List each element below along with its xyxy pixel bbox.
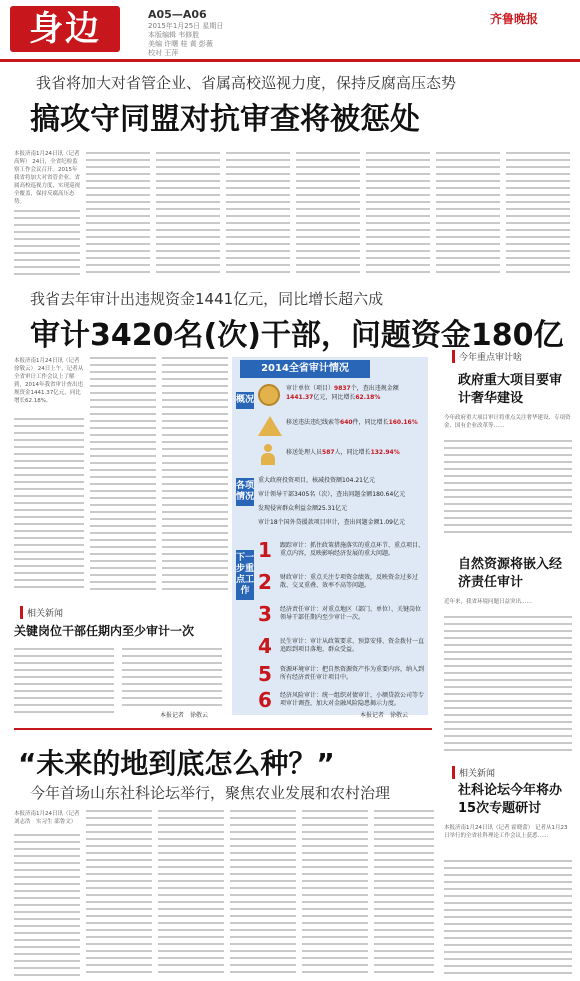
edition-number: A05—A06 [148,8,207,21]
story3-lead: 本报济南1月24日讯（记者 刘志浩 实习生 邵鲁文） [14,811,80,825]
step-text: 财政审计：重点关注专项资金绩效，反映资金过多过散、交叉重叠、效率不高等问题。 [280,574,419,589]
overview-row-1: 审计单位（项目）9837个，查出违规金额1441.37亿元，同比增长62.18% [286,385,399,401]
story3-text-col2 [86,810,152,978]
story3-text-col3 [158,810,224,978]
step-number: 2 [258,570,272,594]
sidebar-title-3: 社科论坛今年将办15次专题研讨 [458,783,563,816]
detail-2: 审计领导干部3405名（次），查出问题金额180.64亿元 [258,491,406,498]
edition-info: 2015年1月25日 星期日 本版编辑 韦修胜 美编 许曙 桂 黄 彭薇 校对 王萍 [148,22,224,57]
step-text: 资源环境审计：把自然资源资产作为重要内容，纳入到所有经济责任审计项目中。 [280,666,425,681]
story2-kicker: 我省去年审计出违规资金1441亿元，同比增长超六成 [30,290,384,308]
story3-text-col6 [374,810,434,978]
story1-lead: 本报济南1月24日讯（记者 高辉） 24日，全省纪检监察工作会议召开。2015年我省将加大对省管企业、省属高校巡视力度，实现巡视全覆盖，保持反腐高压态势。 [14,151,80,205]
sidebar-text-2: 近年来，我省环境问题日益突出…… [444,599,533,605]
story1-text-col7 [436,152,500,280]
story1-headline: 搞攻守同盟对抗审查将被惩处 [30,102,420,137]
story1-kicker: 我省将加大对省管企业、省属高校巡视力度，保持反腐高压态势 [36,74,457,92]
infographic-title: 2014全省审计情况 [240,360,370,378]
step-number: 4 [258,634,272,658]
story1-text-col3 [156,152,220,280]
sidebar-body-3 [444,860,572,976]
step-text: 跟踪审计：抓住政策措施落实的重点环节、重点项目、重点内容，反映影响经济发展的重大问题。 [280,542,425,557]
overview-row-3: 移送处理人员587人，同比增长132.94% [286,449,400,456]
step-number: 6 [258,688,272,712]
story2-text-col3 [162,357,228,592]
story3-text-col5 [302,810,368,978]
related-text-col1 [14,648,114,720]
related-news-tag: 相关新闻 [20,606,63,619]
step-text: 经济风险审计：统一组织对债审计，小额贷款公司等专项审计调查，加大对金融风险隐患揭示力度。 [280,692,425,707]
sidebar-text-1: 今年政府重大项目审计将重点关注奢华建设、专项资金、国有企业改革等…… [444,415,571,429]
step-number: 3 [258,602,272,626]
newspaper-name: 齐鲁晚报 [490,12,539,26]
story1-text-col4 [226,152,290,280]
overview-row-2: 移送违法违纪线索等640件，同比增长160.16% [286,419,418,426]
story1-text-col8 [506,152,570,280]
byline: 本报记者 徐敬云 [360,712,409,719]
person-icon [260,444,276,466]
section-overview-label: 概况 [236,392,254,409]
story3-headline: “未来的地到底怎么种？” [18,747,335,780]
story3-subtitle: 今年首场山东社科论坛举行，聚焦农业发展和农村治理 [30,784,391,802]
story2-text-col1 [14,418,84,592]
detail-4: 审计18个国外贷援款项目审计，查出问题金额1.09亿元 [258,519,405,526]
story2-lead: 本报济南1月24日讯（记者 徐敬云） 24日上午，记者从全省审计工作会议上了解到，2014年我省审计查出违规资金1441.37亿元，同比增长62.18%。 [14,358,84,404]
sidebar-text-3: 本报济南1月24日讯（记者 霍晓蕾） 记者从1月23日举行的全省社科理论工作会议上获悉…… [444,825,568,839]
sidebar-body-1 [444,440,572,538]
related-news-title: 关键岗位干部任期内至少审计一次 [14,624,195,638]
byline: 本报记者 徐敬云 [160,712,209,719]
divider [14,728,432,730]
sidebar-title-2: 自然资源将嵌入经济责任审计 [458,557,563,590]
pyramid-icon [258,416,282,436]
step-number: 1 [258,538,272,562]
story1-text-col1 [14,210,80,280]
story1-text-col2 [86,152,150,280]
sidebar-tag: 今年重点审计啥 [452,350,522,363]
story1-text-col6 [366,152,430,280]
section-next-steps-label: 下一步重点工作 [236,550,254,600]
story3-text-col1 [14,834,80,978]
step-text: 民生审计：审计从政策要求、预算安排、资金拨付一直追踪到项目落地、群众受益。 [280,638,425,653]
detail-1: 重大政府投资项目，核减投资额104.21亿元 [258,477,375,484]
section-details-label: 各项情况 [236,478,254,506]
sidebar-title-1: 政府重大项目要审计奢华建设 [458,373,563,406]
story2-headline: 审计3420名(次)干部，问题资金180亿 [30,318,564,353]
step-number: 5 [258,662,272,686]
detail-3: 发现侵害群众利益金额25.31亿元 [258,505,348,512]
story3-text-col4 [230,810,296,978]
story1-text-col5 [296,152,360,280]
section-logo: 身边 [10,6,120,52]
step-text: 经济责任审计：对重点地区（部门、单位）、关键岗位领导干部任期内至少审计一次。 [280,606,422,621]
story2-text-col2 [90,357,156,592]
coin-icon [258,384,280,406]
related-text-col2 [122,648,222,708]
sidebar-tag-related: 相关新闻 [452,766,495,779]
sidebar-body-2 [444,616,572,756]
